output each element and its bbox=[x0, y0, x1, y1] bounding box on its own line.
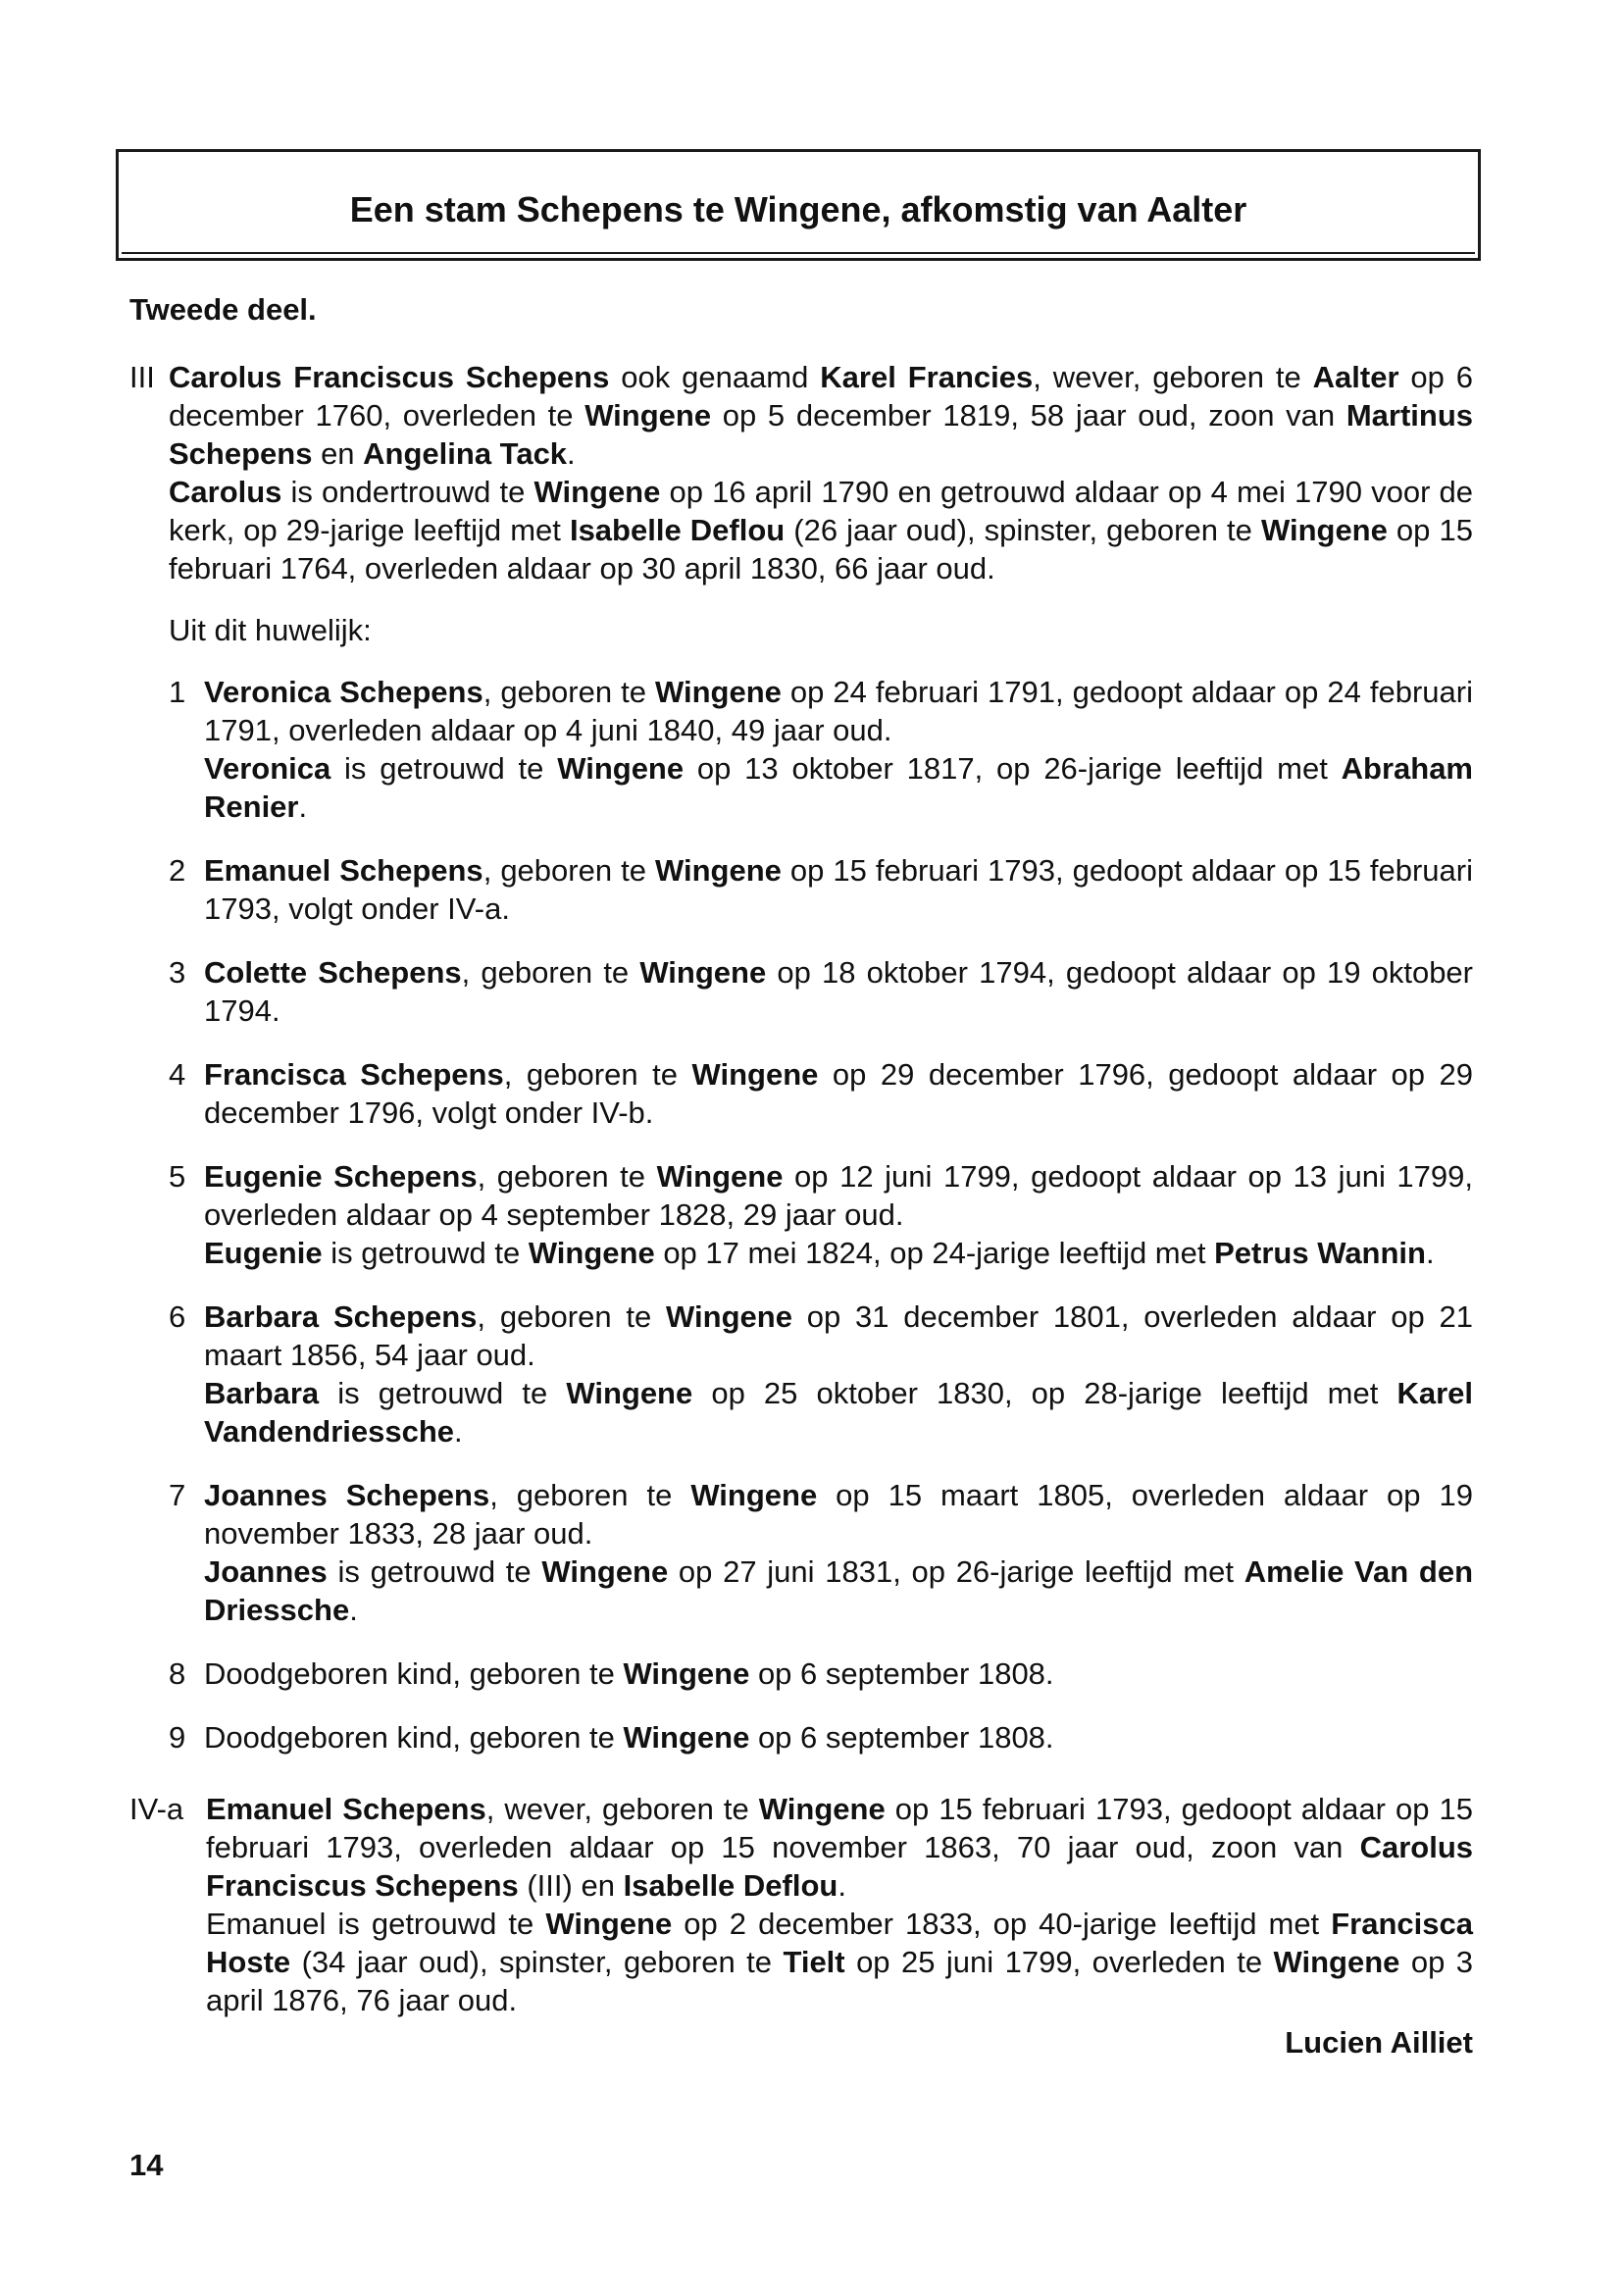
marriage-description: Emanuel is getrouwd te Wingene op 2 december 1833, op 40-jarige leeftijd met Francisca Hoste (34 jaar oud), spinster, geboren te Tielt op 25 juni 1799, overleden te Wingene op 3 april 1876, 76 jaar oud. bbox=[206, 1907, 1474, 2017]
section-title: Tweede deel. bbox=[129, 292, 317, 327]
child-number: 4 bbox=[169, 1057, 186, 1092]
child-number: 7 bbox=[169, 1478, 186, 1512]
child-number: 6 bbox=[169, 1299, 186, 1334]
generation-iii bbox=[129, 358, 1473, 587]
child-number: 8 bbox=[169, 1656, 186, 1691]
child-entry: 7 Joannes Schepens, geboren te Wingene op 15 maart 1805, overleden aldaar op 19 november 1833, 28 jaar oud. Joannes is getrouwd te Wingene op 27 juni 1831, op 26-jarige leeftijd met Amelie Van den Driessche. bbox=[169, 1478, 1474, 1627]
article-body bbox=[129, 290, 1473, 2062]
marriage-description: Carolus is ondertrouwd te Wingene op 16 april 1790 en getrouwd aldaar op 4 mei 1790 voor de kerk, op 29-jarige leeftijd met Isabelle Deflou (26 jaar oud), spinster, geboren te Wingene op 15 februari 1764, overleden aldaar op 30 april 1830, 66 jaar oud. bbox=[169, 475, 1473, 585]
child-entry: 8 Doodgeboren kind, geboren te Wingene op 6 september 1808. bbox=[169, 1656, 1054, 1691]
child-entry: 2 Emanuel Schepens, geboren te Wingene op 15 februari 1793, gedoopt aldaar op 15 februari 1793, volgt onder IV-a. bbox=[169, 853, 1473, 926]
title-box bbox=[116, 149, 1481, 261]
author-signature: Lucien Ailliet bbox=[1285, 2025, 1473, 2060]
child-entry: 4 Francisca Schepens, geboren te Wingene op 29 december 1796, gedoopt aldaar op 29 december 1796, volgt onder IV-b. bbox=[169, 1057, 1474, 1130]
generation-iv-a bbox=[129, 1790, 1473, 2019]
child-number: 5 bbox=[169, 1159, 186, 1194]
child-entry: 5 Eugenie Schepens, geboren te Wingene op 12 juni 1799, gedoopt aldaar op 13 juni 1799, overleden aldaar op 4 september 1828, 29 jaar oud. Eugenie is getrouwd te Wingene op 17 mei 1824, op 24-jarige leeftijd met Petrus Wannin. bbox=[169, 1159, 1473, 1270]
article-title: Een stam Schepens te Wingene, afkomstig van Aalter bbox=[349, 189, 1247, 229]
child-entry: 3 Colette Schepens, geboren te Wingene op 18 oktober 1794, gedoopt aldaar op 19 oktober 1794. bbox=[169, 955, 1473, 1028]
child-number: 3 bbox=[169, 955, 186, 990]
child-number: 9 bbox=[169, 1720, 186, 1755]
child-entry: 1 Veronica Schepens, geboren te Wingene op 24 februari 1791, gedoopt aldaar op 24 februari 1791, overleden aldaar op 4 juni 1840, 49 jaar oud. Veronica is getrouwd te Wingene op 13 oktober 1817, op 26-jarige leeftijd met Abraham Renier. bbox=[169, 675, 1473, 824]
child-entry: 9 Doodgeboren kind, geboren te Wingene op 6 september 1808. bbox=[169, 1720, 1054, 1755]
page-number: 14 bbox=[129, 2148, 164, 2182]
child-number: 1 bbox=[169, 675, 186, 709]
child-number: 2 bbox=[169, 853, 186, 888]
person-description: Carolus Franciscus Schepens ook genaamd Karel Francies, wever, geboren te Aalter op 6 december 1760, overleden te Wingene op 5 december 1819, 58 jaar oud, zoon van Martinus Schepens en Angelina Tack. bbox=[169, 360, 1474, 471]
generation-number: III bbox=[129, 360, 155, 394]
children-intro: Uit dit huwelijk: bbox=[169, 613, 372, 647]
generation-number: IV-a bbox=[129, 1792, 184, 1826]
person-description: Emanuel Schepens, wever, geboren te Wingene op 15 februari 1793, gedoopt aldaar op 15 februari 1793, overleden aldaar op 15 november 1863, 70 jaar oud, zoon van Carolus Franciscus Schepens (III) en Isabelle Deflou. bbox=[206, 1792, 1473, 1903]
child-entry: 6 Barbara Schepens, geboren te Wingene op 31 december 1801, overleden aldaar op 21 maart 1856, 54 jaar oud. Barbara is getrouwd te Wingene op 25 oktober 1830, op 28-jarige leeftijd met Karel Vandendriessche. bbox=[169, 1299, 1473, 1449]
